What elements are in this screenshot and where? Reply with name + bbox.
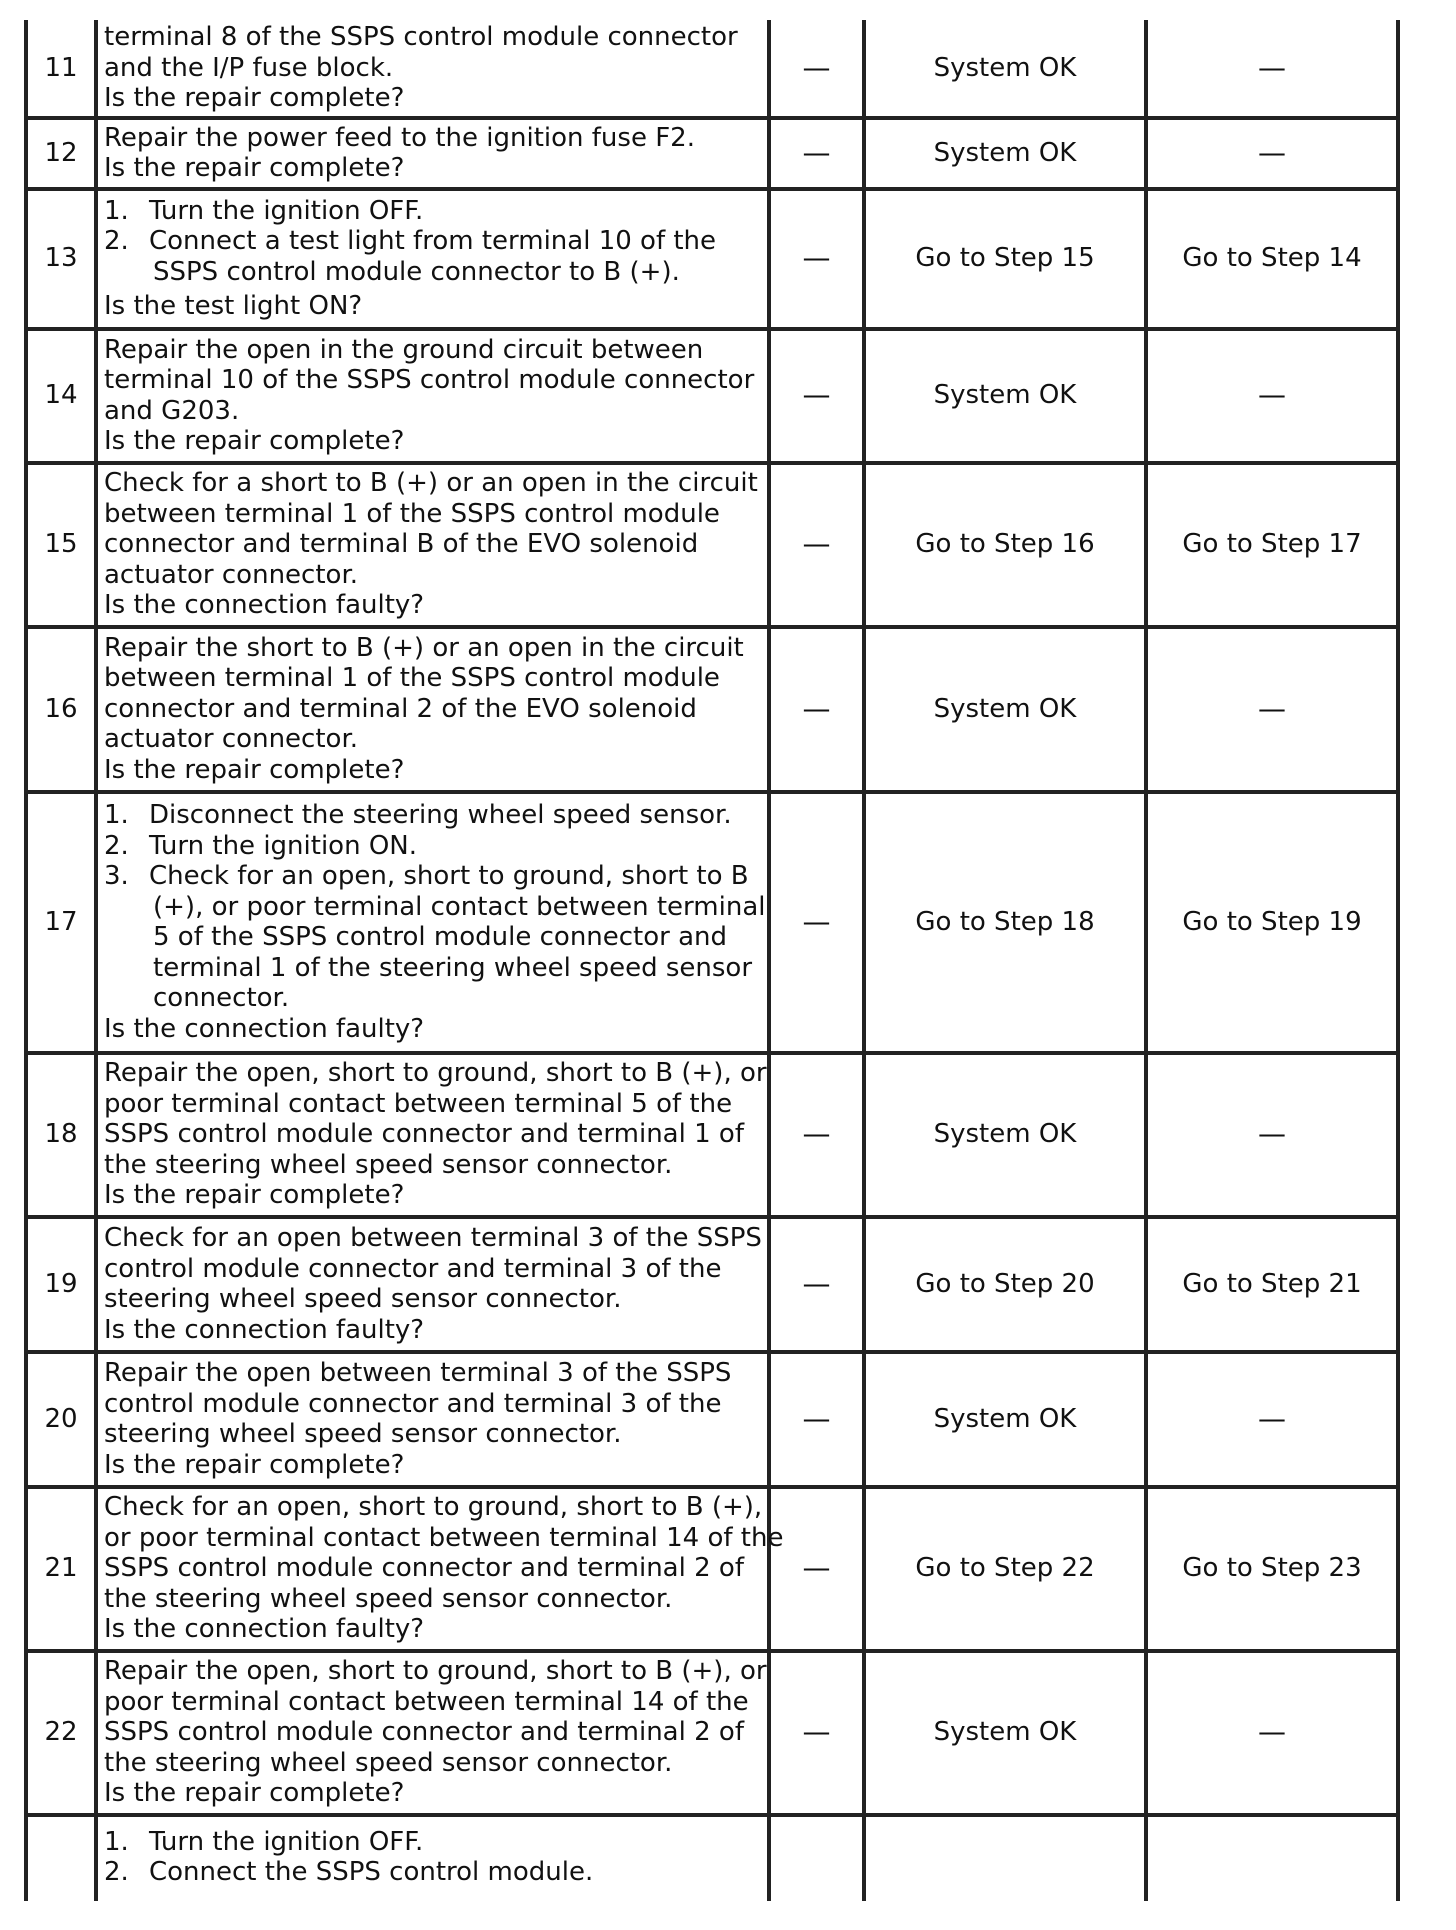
yes-cell: System OK <box>864 1053 1146 1217</box>
action-text: control module connector and terminal 3 of the <box>104 1253 722 1284</box>
no-cell: Go to Step 19 <box>1146 792 1398 1053</box>
action-cell <box>96 329 769 463</box>
table-row <box>26 329 1398 463</box>
action-text: steering wheel speed sensor connector. <box>104 1284 622 1314</box>
no-cell: — <box>1146 1352 1398 1487</box>
action-text: Check for a short to B (+) or an open in the circuit <box>104 468 758 499</box>
action-text: Repair the open between terminal 3 of the SSPS <box>104 1358 732 1388</box>
value-cell: — <box>769 463 864 627</box>
no-cell: Go to Step 17 <box>1146 463 1398 627</box>
step-number: 17 <box>26 792 96 1053</box>
action-text: poor terminal contact between terminal 5 of the <box>104 1088 733 1119</box>
action-text: Check for an open between terminal 3 of the SSPS <box>104 1223 762 1253</box>
step-number: 13 <box>26 189 96 329</box>
list-item: 2. Connect a test light from terminal 10 of the <box>104 226 717 256</box>
table-row <box>26 1053 1398 1217</box>
action-text: SSPS control module connector and terminal 1 of <box>104 1119 744 1150</box>
action-cell <box>96 1487 784 1651</box>
action-text: connector and terminal 2 of the EVO solenoid <box>104 693 697 724</box>
action-cell <box>96 1815 769 1901</box>
action-cell <box>96 1217 769 1352</box>
action-text: terminal 10 of the SSPS control module connector <box>104 365 755 395</box>
step-number: 16 <box>26 627 96 792</box>
yes-cell: System OK <box>864 20 1146 118</box>
action-text: Repair the open, short to ground, short to B (+), or <box>104 1656 767 1687</box>
action-question: Is the repair complete? <box>104 153 405 183</box>
table-row <box>26 792 1398 1053</box>
step-number: 20 <box>26 1352 96 1487</box>
step-number: 14 <box>26 329 96 463</box>
step-number <box>26 1815 96 1901</box>
action-question: Is the repair complete? <box>104 754 405 785</box>
action-question: Is the repair complete? <box>104 1449 405 1480</box>
action-text: poor terminal contact between terminal 14 of the <box>104 1686 749 1717</box>
action-cell <box>96 1651 769 1815</box>
yes-cell: Go to Step 20 <box>864 1217 1146 1352</box>
action-question: Is the repair complete? <box>104 1180 405 1211</box>
action-question: Is the connection faulty? <box>104 1013 425 1044</box>
no-cell: — <box>1146 627 1398 792</box>
action-cell <box>96 118 769 189</box>
value-cell: — <box>769 20 864 118</box>
list-item: 3. Check for an open, short to ground, short to B <box>104 861 749 891</box>
yes-cell: System OK <box>864 118 1146 189</box>
no-cell: — <box>1146 118 1398 189</box>
no-cell <box>1146 1815 1398 1901</box>
action-cell <box>96 1053 769 1217</box>
yes-cell: Go to Step 16 <box>864 463 1146 627</box>
action-text: Repair the open, short to ground, short to B (+), or <box>104 1058 767 1089</box>
no-cell: — <box>1146 1651 1398 1815</box>
list-item-continuation: connector. <box>153 983 290 1013</box>
action-text: the steering wheel speed sensor connector. <box>104 1583 673 1614</box>
action-text: Repair the power feed to the ignition fuse F2. <box>104 122 695 153</box>
list-item: 1. Turn the ignition OFF. <box>104 1826 424 1857</box>
value-cell <box>769 1815 864 1901</box>
action-text: the steering wheel speed sensor connector. <box>104 1747 673 1778</box>
value-cell: — <box>769 627 864 792</box>
yes-cell: Go to Step 18 <box>864 792 1146 1053</box>
action-text: or poor terminal contact between terminal 14 of the <box>104 1522 784 1553</box>
no-cell: — <box>1146 20 1398 118</box>
table-row <box>26 1352 1398 1487</box>
action-text: SSPS control module connector and terminal 2 of <box>104 1717 744 1748</box>
value-cell: — <box>769 329 864 463</box>
action-cell <box>96 463 769 627</box>
table-row <box>26 118 1398 189</box>
yes-cell: System OK <box>864 329 1146 463</box>
list-item: 1. Disconnect the steering wheel speed sensor. <box>104 800 732 830</box>
value-cell: — <box>769 1352 864 1487</box>
yes-cell <box>864 1815 1146 1901</box>
value-cell: — <box>769 1651 864 1815</box>
yes-cell: Go to Step 22 <box>864 1487 1146 1651</box>
value-cell: — <box>769 118 864 189</box>
action-text: and the I/P fuse block. <box>104 52 394 83</box>
table-row <box>26 463 1398 627</box>
action-text: between terminal 1 of the SSPS control module <box>104 663 720 694</box>
value-cell: — <box>769 189 864 329</box>
action-cell <box>96 189 769 329</box>
action-question: Is the test light ON? <box>104 291 363 321</box>
value-cell: — <box>769 792 864 1053</box>
action-text: actuator connector. <box>104 559 359 590</box>
table-row <box>26 1487 1398 1651</box>
step-number: 11 <box>26 20 96 118</box>
step-number: 15 <box>26 463 96 627</box>
diagnostic-table <box>24 20 1400 1901</box>
action-text: the steering wheel speed sensor connector. <box>104 1149 673 1180</box>
action-question: Is the repair complete? <box>104 83 405 113</box>
value-cell: — <box>769 1053 864 1217</box>
no-cell: Go to Step 21 <box>1146 1217 1398 1352</box>
table-row <box>26 20 1398 118</box>
step-number: 22 <box>26 1651 96 1815</box>
yes-cell: System OK <box>864 1651 1146 1815</box>
step-number: 19 <box>26 1217 96 1352</box>
action-question: Is the connection faulty? <box>104 1314 425 1345</box>
table-row <box>26 1815 1398 1901</box>
action-question: Is the connection faulty? <box>104 1614 425 1645</box>
yes-cell: System OK <box>864 1352 1146 1487</box>
action-text: terminal 8 of the SSPS control module connector <box>104 22 738 52</box>
action-cell <box>96 1352 769 1487</box>
action-cell <box>96 792 769 1053</box>
value-cell: — <box>769 1487 864 1651</box>
no-cell: Go to Step 23 <box>1146 1487 1398 1651</box>
action-text: Repair the short to B (+) or an open in the circuit <box>104 632 744 663</box>
action-cell <box>96 627 769 792</box>
action-question: Is the repair complete? <box>104 1778 405 1809</box>
yes-cell: System OK <box>864 627 1146 792</box>
yes-cell: Go to Step 15 <box>864 189 1146 329</box>
list-item: 2. Connect the SSPS control module. <box>104 1857 594 1887</box>
step-number: 12 <box>26 118 96 189</box>
step-number: 18 <box>26 1053 96 1217</box>
action-text: and G203. <box>104 395 240 426</box>
value-cell: — <box>769 1217 864 1352</box>
list-item-continuation: (+), or poor terminal contact between terminal <box>153 891 766 922</box>
action-text: control module connector and terminal 3 of the <box>104 1388 722 1419</box>
action-question: Is the connection faulty? <box>104 590 425 621</box>
table-row <box>26 1651 1398 1815</box>
step-number: 21 <box>26 1487 96 1651</box>
action-text: Repair the open in the ground circuit between <box>104 334 704 365</box>
table-row <box>26 189 1398 329</box>
action-text: Check for an open, short to ground, short to B (+), <box>104 1492 763 1523</box>
action-text: connector and terminal B of the EVO solenoid <box>104 529 699 560</box>
no-cell: Go to Step 14 <box>1146 189 1398 329</box>
action-question: Is the repair complete? <box>104 426 405 456</box>
no-cell: — <box>1146 1053 1398 1217</box>
action-text: actuator connector. <box>104 724 359 755</box>
list-item: 2. Turn the ignition ON. <box>104 830 417 861</box>
action-text: steering wheel speed sensor connector. <box>104 1419 622 1449</box>
list-item: 1. Turn the ignition OFF. <box>104 195 424 226</box>
list-item-continuation: 5 of the SSPS control module connector and <box>153 922 728 952</box>
action-cell <box>96 20 769 118</box>
list-item-continuation: SSPS control module connector to B (+). <box>153 256 680 287</box>
action-text: SSPS control module connector and terminal 2 of <box>104 1553 744 1584</box>
action-text: between terminal 1 of the SSPS control module <box>104 498 720 529</box>
no-cell: — <box>1146 329 1398 463</box>
table-row <box>26 1217 1398 1352</box>
list-item-continuation: terminal 1 of the steering wheel speed sensor <box>153 952 753 983</box>
table-row <box>26 627 1398 792</box>
